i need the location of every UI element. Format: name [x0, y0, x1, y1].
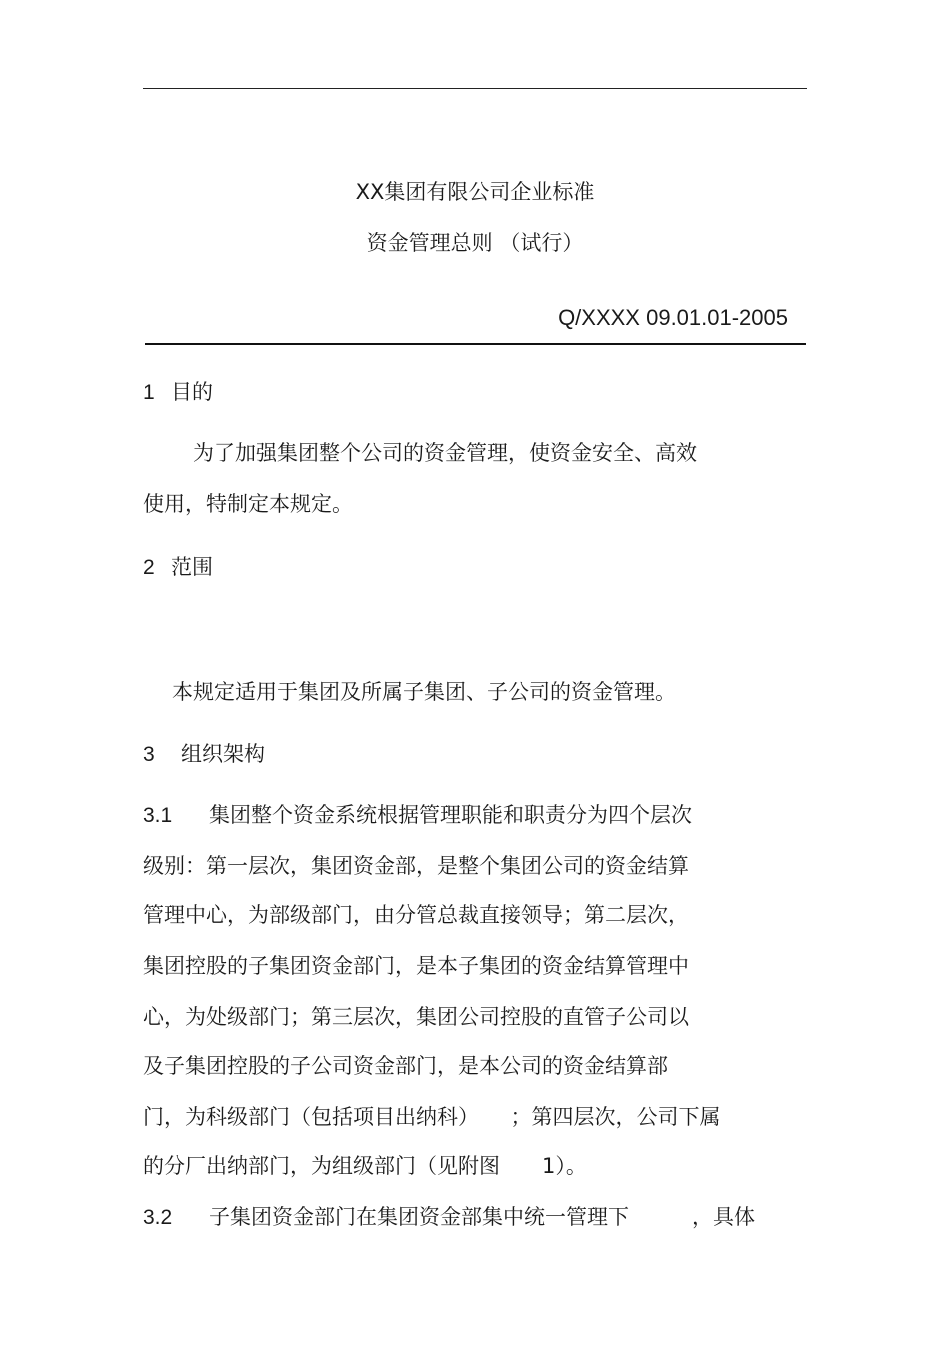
paragraph-line: 子集团资金部门在集团资金部集中统一管理下 ，具体	[209, 1205, 755, 1229]
paragraph-line: 使用，特制定本规定。	[143, 492, 353, 516]
paragraph-line: 集团整个资金系统根据管理职能和职责分为四个层次	[209, 803, 692, 827]
paragraph-line: 级别：第一层次，集团资金部，是整个集团公司的资金结算	[143, 854, 689, 878]
paragraph-line: 的分厂出纳部门，为组级部门（见附图 1）。	[143, 1154, 587, 1178]
document-subtitle: 资金管理总则 （试行）	[366, 231, 584, 255]
section-number: 3	[143, 743, 155, 766]
paragraph-line: 本规定适用于集团及所属子集团、子公司的资金管理。	[172, 680, 676, 704]
paragraph-line: 管理中心，为部级部门，由分管总裁直接领导；第二层次，	[143, 903, 689, 927]
clause-3-1-first-line	[143, 801, 692, 830]
document-title: XX集团有限公司企业标准	[355, 180, 595, 204]
section-3-heading	[143, 740, 265, 769]
section-1-heading	[143, 378, 213, 407]
paragraph-line: 为了加强集团整个公司的资金管理，使资金安全、高效	[193, 441, 697, 465]
section-number: 2	[143, 556, 155, 579]
section-title: 范围	[171, 555, 213, 579]
paragraph-line: 及子集团控股的子公司资金部门，是本公司的资金结算部	[143, 1054, 668, 1078]
section-title: 目的	[171, 380, 213, 404]
header-divider	[145, 343, 806, 345]
section-2-heading	[143, 553, 213, 582]
paragraph-line: 门，为科级部门（包括项目出纳科） ；第四层次，公司下属	[143, 1105, 721, 1129]
clause-number: 3.1	[143, 804, 173, 827]
clause-number: 3.2	[143, 1206, 173, 1229]
section-number: 1	[143, 381, 155, 404]
paragraph-line: 集团控股的子集团资金部门，是本子集团的资金结算管理中	[143, 954, 689, 978]
standard-code: Q/XXXX 09.01.01-2005	[558, 305, 788, 330]
header-rule	[143, 88, 807, 89]
paragraph-line: 心，为处级部门；第三层次，集团公司控股的直管子公司以	[143, 1005, 689, 1029]
clause-3-2-first-line	[143, 1203, 755, 1232]
section-title: 组织架构	[181, 742, 265, 766]
